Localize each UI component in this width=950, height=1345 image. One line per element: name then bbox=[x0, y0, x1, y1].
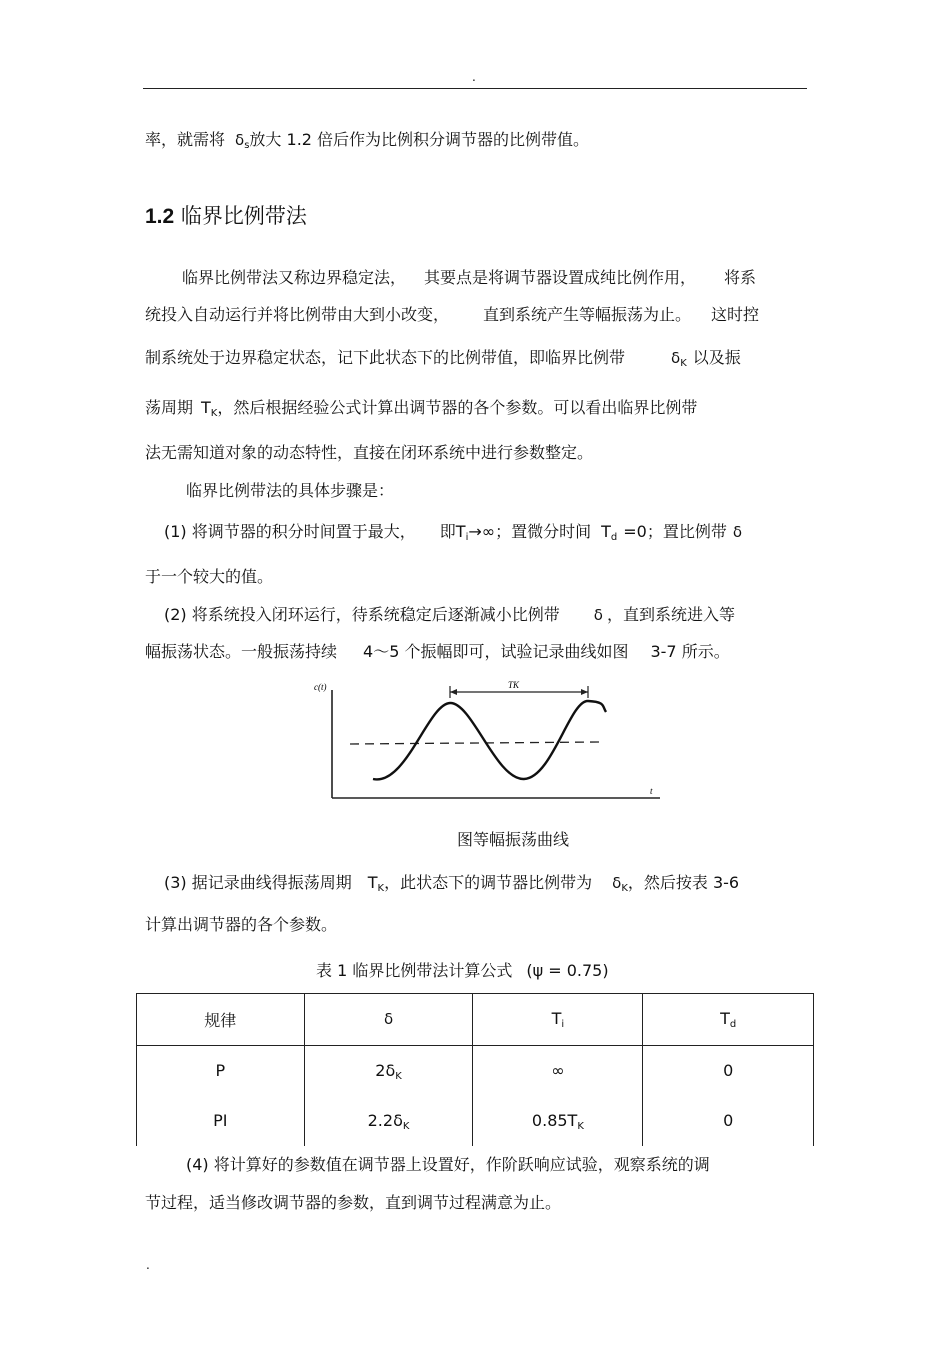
derivative-time-symbol: T bbox=[601, 522, 611, 541]
step-text: →∞；置微分时间 bbox=[468, 522, 592, 541]
footer-marker: . bbox=[146, 1258, 150, 1272]
step-text: ，然后按表 3-6 bbox=[627, 873, 740, 892]
delta-subscript: K bbox=[680, 358, 687, 369]
para1-line4 bbox=[145, 398, 697, 424]
para1-text: 荡周期 bbox=[145, 398, 194, 417]
table-header-row bbox=[137, 994, 814, 1046]
step-text: 幅振荡状态。一般振荡持续 bbox=[145, 642, 338, 661]
table-cell: ∞ bbox=[473, 1046, 643, 1097]
table-cell: $2\delta_K$ bbox=[304, 1046, 473, 1097]
step2-line2 bbox=[145, 642, 730, 662]
para1-text: 制系统处于边界稳定状态，记下此状态下的比例带值，即临界比例带 bbox=[145, 348, 626, 367]
step3-line1 bbox=[164, 873, 739, 899]
integral-time-subscript: i bbox=[465, 532, 469, 543]
para1-line2 bbox=[145, 305, 759, 325]
step3-line2: 计算出调节器的各个参数。 bbox=[145, 915, 338, 934]
para1-text: 法无需知道对象的动态特性，直接在闭环系统中进行参数整定。 bbox=[145, 443, 594, 462]
y-axis-label: c(t) bbox=[314, 682, 327, 692]
delta-symbol: δ bbox=[671, 349, 681, 367]
step-text: ，直到系统进入等 bbox=[606, 605, 735, 624]
delta-subscript: s bbox=[244, 140, 250, 151]
para1-text: ，然后根据经验公式计算出调节器的各个参数。可以看出临界比例带 bbox=[217, 398, 698, 417]
delta-symbol: δ bbox=[593, 606, 603, 624]
step-text: (1) 将调节器的积分时间置于最大， bbox=[164, 522, 416, 541]
figure-caption: 图等幅振荡曲线 bbox=[457, 830, 570, 849]
step-text: 即 bbox=[439, 522, 456, 541]
table-cell: PI bbox=[137, 1096, 305, 1146]
header-marker: . bbox=[472, 70, 476, 84]
para1-line3 bbox=[145, 348, 741, 374]
table-row bbox=[137, 1096, 814, 1146]
oscillation-plot bbox=[310, 676, 670, 806]
section-heading bbox=[145, 200, 307, 230]
delta-symbol: δ bbox=[732, 523, 743, 541]
period-symbol: T bbox=[201, 398, 211, 417]
delta-symbol: δ bbox=[612, 874, 622, 892]
x-axis-label: t bbox=[650, 786, 653, 796]
para1-line5 bbox=[145, 443, 593, 463]
intro-text-1: 率，就需将 bbox=[145, 130, 226, 149]
table-caption bbox=[316, 958, 609, 981]
period-arrow-right bbox=[581, 689, 588, 695]
derivative-time-subscript: d bbox=[610, 532, 618, 543]
table-row bbox=[137, 1046, 814, 1097]
section-title: 临界比例带法 bbox=[180, 204, 307, 228]
steady-state-line bbox=[350, 742, 600, 744]
period-arrow-left bbox=[450, 689, 457, 695]
para1-line1 bbox=[182, 268, 756, 288]
table-cell: $2.2\delta_K$ bbox=[304, 1096, 473, 1146]
step-text: 3-7 所示。 bbox=[650, 642, 730, 661]
period-label: TK bbox=[508, 680, 520, 690]
para1-text: 直到系统产生等幅振荡为止。 bbox=[483, 305, 692, 324]
step-text: 4～5 个振幅即可，试验记录曲线如图 bbox=[363, 642, 629, 661]
para1-text: 其要点是将调节器设置成纯比例作用， bbox=[424, 268, 697, 287]
steps-intro: 临界比例带法的具体步骤是： bbox=[186, 481, 395, 500]
step-text: (3) 据记录曲线得振荡周期 bbox=[164, 873, 352, 892]
delta-symbol: δ bbox=[235, 131, 245, 149]
table-caption-psi: (ψ = 0.75) bbox=[526, 961, 609, 980]
intro-line bbox=[145, 130, 589, 156]
step4-line2: 节过程，适当修改调节器的参数，直到调节过程满意为止。 bbox=[145, 1193, 562, 1212]
table-caption-text: 表 1 临界比例带法计算公式 bbox=[316, 961, 513, 980]
step1-line1 bbox=[164, 522, 742, 548]
para1-text: 统投入自动运行并将比例带由大到小改变， bbox=[145, 305, 450, 324]
table-header-cell: $T_i$ bbox=[473, 994, 643, 1046]
para1-text: 这时控 bbox=[711, 305, 760, 324]
table-cell: P bbox=[137, 1046, 305, 1097]
para1-text: 临界比例带法又称边界稳定法， bbox=[182, 268, 407, 287]
parameter-table bbox=[136, 993, 814, 1146]
header-rule bbox=[143, 88, 807, 89]
para1-text: 以及振 bbox=[692, 348, 741, 367]
section-number: 1.2 bbox=[145, 205, 175, 228]
table-cell: $0.85T_K$ bbox=[473, 1096, 643, 1146]
table-header-cell: δ bbox=[304, 994, 473, 1046]
period-subscript: K bbox=[210, 408, 218, 419]
step4-line1: (4) 将计算好的参数值在调节器上设置好，作阶跃响应试验，观察系统的调 bbox=[186, 1155, 710, 1174]
period-symbol: T bbox=[367, 873, 378, 892]
integral-time-symbol: T bbox=[455, 522, 466, 541]
table-cell: 0 bbox=[643, 1096, 814, 1146]
para1-text: 将系 bbox=[724, 268, 757, 287]
table-cell: 0 bbox=[643, 1046, 814, 1097]
intro-text-2: 放大 1.2 倍后作为比例积分调节器的比例带值。 bbox=[249, 130, 590, 149]
oscillation-curve bbox=[373, 701, 606, 779]
delta-subscript: K bbox=[621, 883, 628, 894]
step2-line1 bbox=[164, 605, 735, 625]
table-header-cell: 规律 bbox=[137, 994, 305, 1046]
step-text: =0；置比例带 bbox=[623, 522, 727, 541]
table-header-cell: $T_d$ bbox=[643, 994, 814, 1046]
step-text: ，此状态下的调节器比例带为 bbox=[384, 873, 593, 892]
oscillation-figure bbox=[310, 676, 670, 806]
step1-line2: 于一个较大的值。 bbox=[145, 567, 274, 586]
period-subscript: K bbox=[377, 883, 385, 894]
step-text: (2) 将系统投入闭环运行，待系统稳定后逐渐减小比例带 bbox=[164, 605, 560, 624]
